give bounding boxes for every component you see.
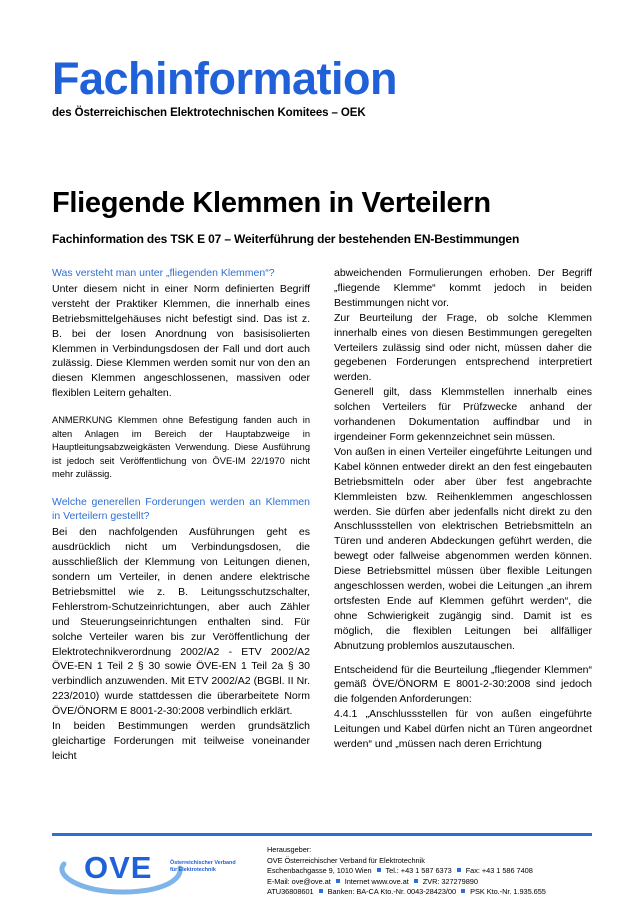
bullet-square-icon (414, 879, 418, 883)
paragraph-r5: Entscheidend für die Beurteilung „fliegender Klemmen“ gemäß ÖVE/ÖNORM E 8001-2-30:2008 sind jedoch die folgenden Anforderungen: (334, 663, 592, 706)
paragraph-r1: abweichenden Formulierungen erhoben. Der Begriff „fliegende Klemme“ kommt jedoch in beiden Bestimmungen nicht vor. (334, 267, 592, 309)
imprint-block (267, 845, 592, 898)
paragraph-r2: Zur Beurteilung der Frage, ob solche Klemmen innerhalb eines von diesen Bestimmungen geregelten Verteilers zulässig sind oder nicht, müssen daher die gegebenen Forderungen entsprechend interpretiert werden. (334, 311, 592, 384)
fax-text: Fax: +43 1 586 7408 (465, 866, 533, 876)
email-text: E-Mail: ove@ove.at (267, 876, 331, 886)
contact-line-2 (267, 877, 592, 888)
masthead (52, 53, 592, 119)
ove-logo (52, 850, 257, 900)
contact-line-3 (267, 887, 592, 898)
paragraph-q2-body-cont: In beiden Bestimmungen werden grundsätzlich gleichartige Forderungen mit teilweise voneinander leicht (52, 720, 310, 762)
bullet-square-icon (319, 889, 323, 893)
question-heading-2: Welche generellen Forderungen werden an Klemmen in Verteilern gestellt? (52, 495, 310, 523)
internet-text: Internet www.ove.at (344, 876, 409, 886)
right-column (334, 266, 592, 764)
svg-text:OVE: OVE (84, 850, 153, 885)
document-heading (52, 188, 597, 246)
question-heading-1: Was versteht man unter „fliegenden Klemmen“? (52, 267, 275, 279)
bullet-square-icon (336, 879, 340, 883)
left-column (52, 266, 310, 764)
paragraph-q1-body: Unter diesem nicht in einer Norm definierten Begriff versteht der Praktiker Klemmen, die innerhalb eines Betriebsmittelgehäuses nicht befestigt sind. Das ist z. B. bei der losen Anordnung von basisisolierten Klemmen in Verbindungsdosen der Fall und dort auch zulässig. Diese Klemmen werden somit nur von den an diesen Klemmen angeschlossenen, massiven oder flexiblen Leitern gehalten. (52, 282, 310, 400)
zvr-text: ZVR: 327279890 (422, 876, 478, 886)
page-title: Fliegende Klemmen in Verteilern (52, 187, 491, 219)
footer (52, 845, 592, 903)
note-anmerkung: ANMERKUNG Klemmen ohne Befestigung fanden auch in alten Anlagen im Bereich der Hauptabzweige in Hauptleitungsabzweigkästen Verwendung. Diese Ausführung ist jedoch seit Veröffentlichung von ÖVE-IM 22/1970 nicht mehr zulässig. (52, 415, 310, 480)
bullet-square-icon (377, 868, 381, 872)
bullet-square-icon (457, 868, 461, 872)
paragraph-q2-body: Bei den nachfolgenden Ausführungen geht es ausdrücklich nicht um Verbindungsdosen, die ausschließlich der Klemmung von Leitungen dienen, sondern um Verteiler, in denen andere elektrische Betriebsmittel wie z. B. Leitungsschutzschalter, Fehlerstrom-Schutzeinrichtungen, aber auch Zähler und Steuerungseinrichtungen enthalten sind. Für solche Verteiler waren bis zur Veröffentlichung der Elektrotechnikverordnung 2002/A2 - ETV 2002/A2 ÖVE-EN 1 Teil 2 § 30 sowie ÖVE-EN 1 Teil 2a § 30 verbindlich anzuwenden. Mit ETV 2002/A2 (BGBl. II Nr. 223/2010) wurde stattdessen die überarbeitete Norm ÖVE/ÖNORM E 8001-2-30:2008 verbindlich erklärt. (52, 526, 310, 718)
paragraph-r4: Von außen in einen Verteiler eingeführte Leitungen und Kabel können entweder direkt an den fest eingebauten Betriebsmitteln oder aber über fest angebrachte Klemmleisten bzw. Reihenklemmen angeschlossen werden. Sie dürfen aber jedenfalls nicht direkt zu den Anschlussstellen von elektrischen Betriebsmitteln an Türen und anderen Abdeckungen geführt werden, die bewegt oder fallweise abgenommen werden können. Diese Betriebsmittel müssen über flexible Leitungen angeschlossen werden, wobei die Leitungen „an ihrem ortsfesten Ende auf Klemmen geführt werden“, die ohne Schwierigkeit zugängig sind. Damit ist es möglich, die flexiblen Leitungen bei allfälliger Abnutzung problemlos auszutauschen. (334, 445, 592, 652)
document-subtitle: Fachinformation des TSK E 07 – Weiterführung der bestehenden EN-Bestimmungen (52, 231, 520, 246)
address-text: Eschenbachgasse 9, 1010 Wien (267, 866, 372, 876)
contact-line-1 (267, 866, 592, 877)
bank-text: Banken: BA-CA Kto.-Nr. 0043-28423/00 (327, 887, 457, 897)
phone-text: Tel.: +43 1 587 6373 (385, 866, 452, 876)
ove-logo-graphic (52, 850, 257, 900)
masthead-title: Fachinformation (52, 53, 398, 104)
publisher-label: Herausgeber: (267, 845, 312, 854)
masthead-subtitle: des Österreichischen Elektrotechnischen Komitees – OEK (52, 107, 366, 119)
body-columns (52, 266, 592, 764)
paragraph-spacer (52, 482, 310, 495)
psk-text: PSK Kto.-Nr. 1.935.655 (470, 887, 546, 897)
footer-divider (52, 833, 592, 836)
atu-text: ATU36808601 (267, 887, 314, 897)
bullet-square-icon (461, 889, 465, 893)
svg-text:Österreichischer Verband: Österreichischer Verband (170, 860, 236, 866)
paragraph-spacer (52, 401, 310, 414)
publisher-name: OVE Österreichischer Verband für Elektrotechnik (267, 855, 425, 865)
paragraph-spacer (334, 654, 592, 663)
paragraph-r3: Generell gilt, dass Klemmstellen innerhalb eines solchen Verteilers für Prüfzwecke anhand der vorhandenen Dokumentation auffindbar und in irgendeiner Form gekennzeichnet sein müssen. (334, 386, 592, 443)
svg-text:für Elektrotechnik: für Elektrotechnik (170, 867, 216, 873)
paragraph-r6: 4.4.1 „Anschlussstellen für von außen eingeführte Leitungen und Kabel dürfen nicht an Türen angeordnet werden“ und „müssen nach deren Errichtung (334, 708, 592, 751)
